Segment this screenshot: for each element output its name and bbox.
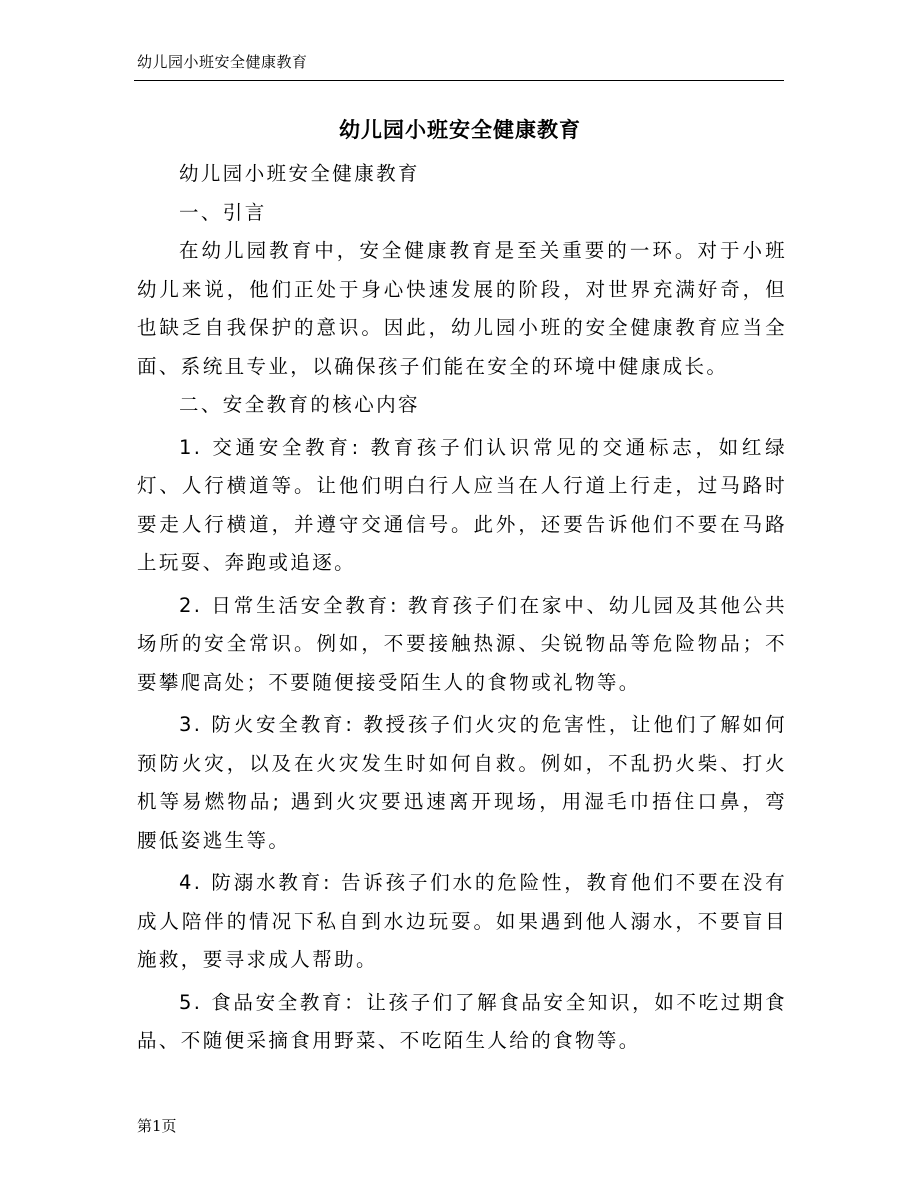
list-item-traffic-safety: 1. 交通安全教育: 教育孩子们认识常见的交通标志，如红绿灯、人行横道等。让他们明白行人应当在人行道上行走，过马路时要走人行横道，并遵守交通信号。此外，还要告诉他们不要在马路上玩耍、奔跑或追逐。 (137, 435, 787, 574)
list-item-fire-safety: 3. 防火安全教育: 教授孩子们火灾的危害性，让他们了解如何预防火灾，以及在火灾发生时如何自救。例如，不乱扔火柴、打火机等易燃物品; 遇到火灾要迅速离开现场，用湿毛巾捂住口鼻，弯腰低姿逃生等。 (137, 713, 787, 852)
document-body (137, 155, 787, 1061)
running-header: 幼儿园小班安全健康教育 (137, 53, 308, 71)
section-heading-core-content: 二、安全教育的核心内容 (179, 393, 420, 416)
document-title: 幼儿园小班安全健康教育 (339, 118, 581, 142)
list-item-food-safety: 5. 食品安全教育：让孩子们了解食品安全知识，如不吃过期食品、不随便采摘食用野菜、不吃陌生人给的食物等。 (137, 990, 787, 1052)
intro-paragraph: 在幼儿园教育中，安全健康教育是至关重要的一环。对于小班幼儿来说，他们正处于身心快速发展的阶段，对世界充满好奇，但也缺乏自我保护的意识。因此，幼儿园小班的安全健康教育应当全面、系统且专业，以确保孩子们能在安全的环境中健康成长。 (137, 239, 787, 378)
section-heading-intro: 一、引言 (179, 200, 267, 224)
list-item-drowning-prevention: 4. 防溺水教育: 告诉孩子们水的危险性，教育他们不要在没有成人陪伴的情况下私自到水边玩耍。如果遇到他人溺水，不要盲目施救，要寻求成人帮助。 (137, 871, 787, 971)
header-divider (134, 80, 784, 81)
document-subtitle: 幼儿园小班安全健康教育 (179, 162, 420, 185)
list-item-daily-life-safety: 2. 日常生活安全教育: 教育孩子们在家中、幼儿园及其他公共场所的安全常识。例如，不要接触热源、尖锐物品等危险物品；不要攀爬高处；不要随便接受陌生人的食物或礼物等。 (137, 593, 787, 694)
page-number: 第1页 (137, 1117, 177, 1135)
